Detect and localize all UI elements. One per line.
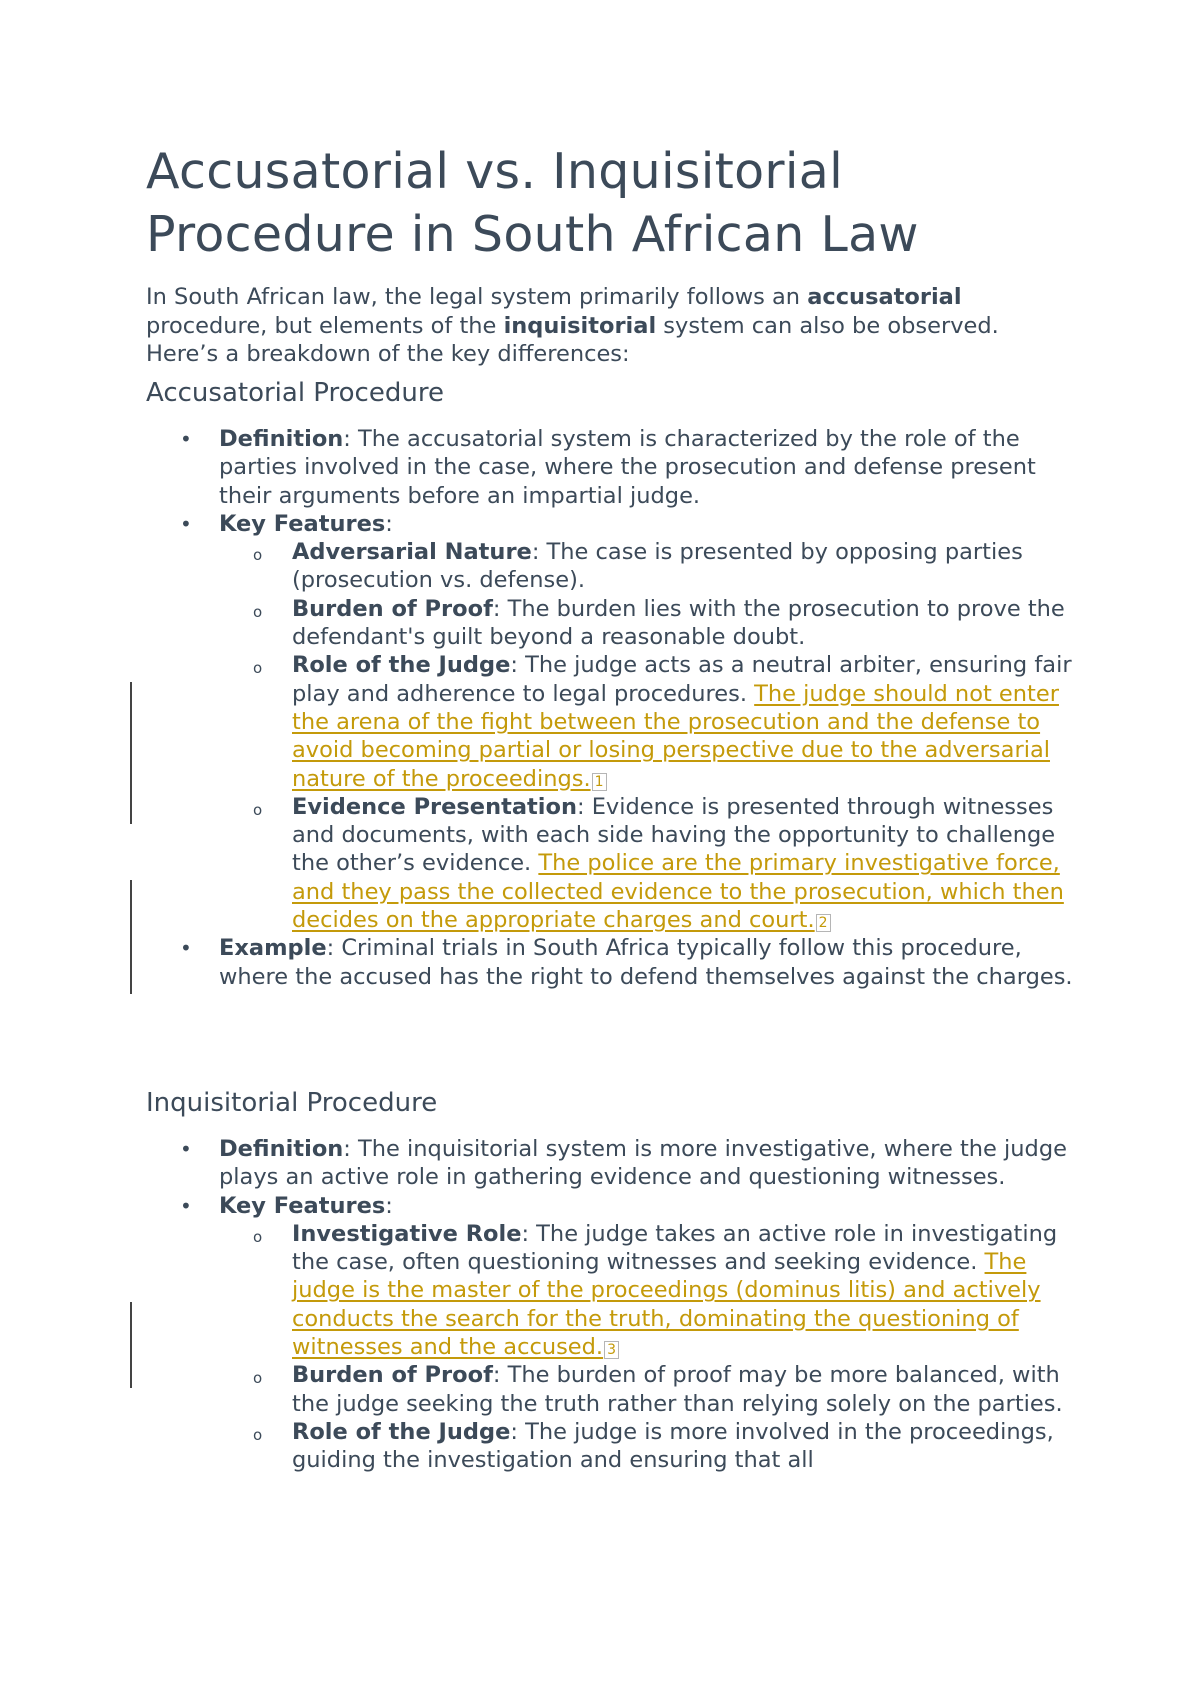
document-title: Accusatorial vs. Inquisitorial Procedure in South African Law <box>146 143 919 263</box>
feature-label: Role of the Judge <box>292 652 511 679</box>
tracked-insertion[interactable]: The judge is the master of the proceedings (dominus litis) and actively conducts the search for the truth, dominating the questioning of witnesses and the accused. <box>292 1249 1041 1361</box>
tracked-insertion[interactable]: The judge should not enter the arena of the fight between the prosecution and the defense to avoid becoming partial or losing perspective due to the adversarial nature of the proceedings. <box>292 680 1059 792</box>
intro-bold-term: inquisitorial <box>503 312 657 339</box>
feature-list <box>219 1220 1086 1475</box>
feature-text: : Evidence is presented through witnesses and documents, with each side having the opportunity to challenge the other’s evidence. <box>292 793 1056 877</box>
tracked-insertion[interactable]: The police are the primary investigative force, and they pass the collected evidence to the prosecution, which then decides on the appropriate charges and court. <box>292 850 1064 934</box>
item-label: Definition <box>219 426 344 452</box>
item-label: Key Features <box>219 1192 386 1219</box>
intro-text: system can also be observed. Here’s a breakdown of the key differences: <box>146 312 999 367</box>
feature-item <box>219 1361 1086 1418</box>
list-item-key-features <box>146 1192 1086 1475</box>
colon: : <box>385 510 393 537</box>
item-text: : The inquisitorial system is more investigative, where the judge plays an active role in gathering evidence and questioning witnesses. <box>219 1136 1067 1191</box>
bullet-icon: • <box>180 1137 192 1161</box>
accusatorial-list <box>146 425 1086 991</box>
footnote-marker[interactable]: 2 <box>816 914 831 932</box>
change-bar <box>130 880 132 994</box>
list-item-example <box>146 934 1086 991</box>
intro-paragraph <box>146 283 1076 369</box>
sub-bullet-icon: o <box>253 1425 263 1444</box>
intro-text: procedure, but elements of the <box>146 312 504 339</box>
feature-item <box>219 1418 1086 1475</box>
feature-text: : The case is presented by opposing parties (prosecution vs. defense). <box>292 539 1023 594</box>
inquisitorial-list <box>146 1135 1086 1475</box>
feature-list <box>219 538 1086 934</box>
feature-label: Burden of Proof <box>292 1362 493 1389</box>
footnote-marker[interactable]: 1 <box>592 773 607 791</box>
sub-bullet-icon: o <box>253 546 263 565</box>
sub-bullet-icon: o <box>253 1369 263 1388</box>
feature-text: : The judge is more involved in the proceedings, guiding the investigation and ensuring that all <box>292 1418 1054 1474</box>
feature-label: Investigative Role <box>292 1220 522 1247</box>
list-item-definition <box>146 425 1086 510</box>
sub-bullet-icon: o <box>253 659 263 678</box>
list-item-definition <box>146 1135 1086 1192</box>
item-label: Key Features <box>219 510 386 537</box>
change-bar <box>130 682 132 824</box>
item-text: : Criminal trials in South Africa typically follow this procedure, where the accused has the right to defend themselves against the charges. <box>219 935 1073 990</box>
bullet-icon: • <box>180 1193 192 1218</box>
bullet-icon: • <box>180 511 192 536</box>
feature-text: : The judge acts as a neutral arbiter, ensuring fair play and adherence to legal procedures. <box>292 652 1072 707</box>
colon: : <box>385 1192 393 1219</box>
list-item-key-features <box>146 510 1086 934</box>
feature-label: Adversarial Nature <box>292 539 532 566</box>
feature-label: Evidence Presentation <box>292 793 577 820</box>
intro-bold-term: accusatorial <box>807 284 962 310</box>
feature-item <box>219 595 1086 652</box>
change-bar <box>130 1302 132 1388</box>
footnote-marker[interactable]: 3 <box>604 1341 619 1359</box>
bullet-icon: • <box>180 427 192 451</box>
feature-item <box>219 651 1086 792</box>
sub-bullet-icon: o <box>253 1227 263 1246</box>
feature-text: : The burden of proof may be more balanced, with the judge seeking the truth rather than relying solely on the parties. <box>292 1362 1063 1417</box>
section-heading-inquisitorial: Inquisitorial Procedure <box>146 1088 438 1118</box>
item-label: Example <box>219 935 327 962</box>
bullet-icon: • <box>180 936 192 961</box>
feature-label: Role of the Judge <box>292 1418 511 1445</box>
section-heading-accusatorial: Accusatorial Procedure <box>146 378 444 408</box>
feature-item <box>219 1220 1086 1361</box>
sub-bullet-icon: o <box>253 800 263 819</box>
feature-label: Burden of Proof <box>292 595 493 622</box>
feature-item <box>219 538 1086 595</box>
feature-text: : The judge takes an active role in investigating the case, often questioning witnesses and seeking evidence. <box>292 1220 1058 1276</box>
feature-text: : The burden lies with the prosecution to prove the defendant's guilt beyond a reasonable doubt. <box>292 595 1065 651</box>
item-label: Definition <box>219 1136 344 1162</box>
intro-text: In South African law, the legal system primarily follows an <box>146 284 808 310</box>
item-text: : The accusatorial system is characterized by the role of the parties involved in the case, where the prosecution and defense present their arguments before an impartial judge. <box>219 426 1036 509</box>
sub-bullet-icon: o <box>253 602 263 621</box>
feature-item <box>219 793 1086 934</box>
